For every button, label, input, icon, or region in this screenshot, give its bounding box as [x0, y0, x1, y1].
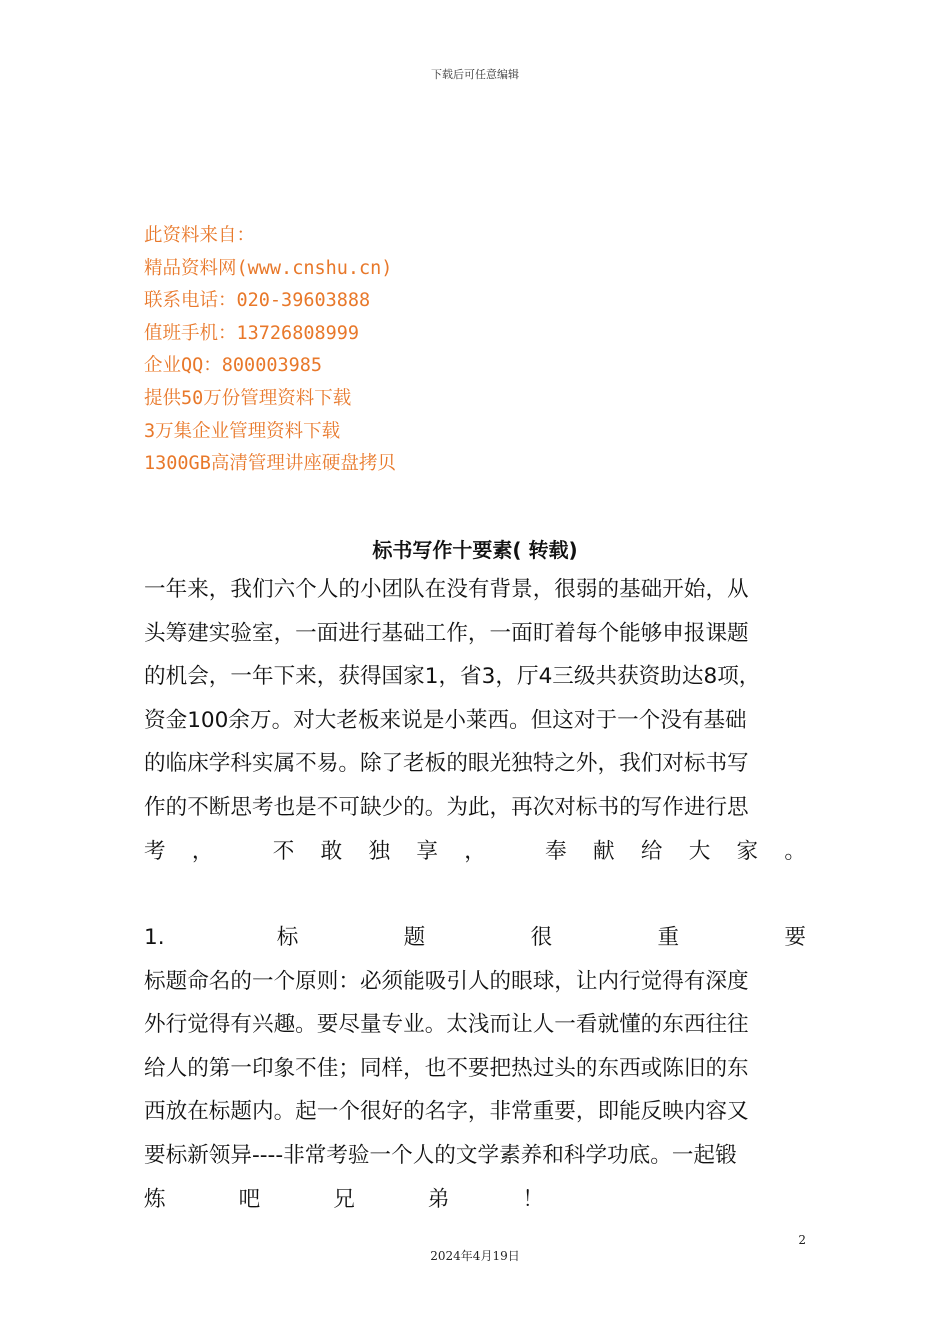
paragraph-line: 资金100余万。对大老板来说是小莱西。但这对于一个没有基础	[144, 707, 747, 733]
promo-block	[144, 220, 704, 481]
promo-line: 联系电话：020-39603888	[144, 290, 371, 312]
promo-line: 3万集企业管理资料下载	[144, 420, 341, 442]
paragraph-line: 西放在标题内。起一个很好的名字，非常重要，即能反映内容又	[144, 1099, 749, 1125]
paragraph-line: 炼吧兄弟！	[144, 1186, 544, 1212]
paragraph-line: 的临床学科实属不易。除了老板的眼光独特之外，我们对标书写	[144, 751, 749, 777]
promo-line: 值班手机：13726808999	[144, 322, 360, 344]
page-number: 2	[798, 1233, 806, 1247]
paragraph-line: 一年来，我们六个人的小团队在没有背景，很弱的基础开始，从	[144, 577, 749, 602]
promo-line: 企业QQ：800003985	[144, 355, 323, 377]
section-heading: 1. 标题很重要	[144, 925, 806, 950]
paragraph-line: 给人的第一印象不佳；同样，也不要把热过头的东西或陈旧的东	[144, 1055, 749, 1081]
paragraph-line: 标题命名的一个原则：必须能吸引人的眼球，让内行觉得有深度	[144, 968, 749, 994]
section-1	[144, 916, 806, 1221]
promo-line: 提供50万份管理资料下载	[144, 387, 352, 409]
footer-date: 2024年4月19日	[430, 1249, 520, 1263]
paragraph-line: 考， 不敢独享， 奉献给大家。	[144, 838, 806, 864]
paragraph-line: 要标新领异----非常考验一个人的文学素养和科学功底。一起锻	[144, 1142, 737, 1168]
promo-line: 1300GB高清管理讲座硬盘拷贝	[144, 453, 396, 475]
intro-paragraph	[144, 568, 806, 873]
paragraph-line: 头筹建实验室，一面进行基础工作，一面盯着每个能够申报课题	[144, 620, 749, 646]
article-title: 标书写作十要素( 转载)	[372, 538, 578, 562]
paragraph-line: 外行觉得有兴趣。要尽量专业。太浅而让人一看就懂的东西往往	[144, 1012, 749, 1038]
paragraph-line: 的机会，一年下来，获得国家1，省3，厅4三级共获资助达8项，	[144, 664, 761, 690]
page-header: 下载后可任意编辑	[431, 68, 519, 81]
paragraph-line: 作的不断思考也是不可缺少的。为此，再次对标书的写作进行思	[144, 794, 749, 820]
promo-line: 此资料来自：	[144, 225, 256, 246]
promo-line: 精品资料网(www.cnshu.cn)	[144, 257, 393, 279]
